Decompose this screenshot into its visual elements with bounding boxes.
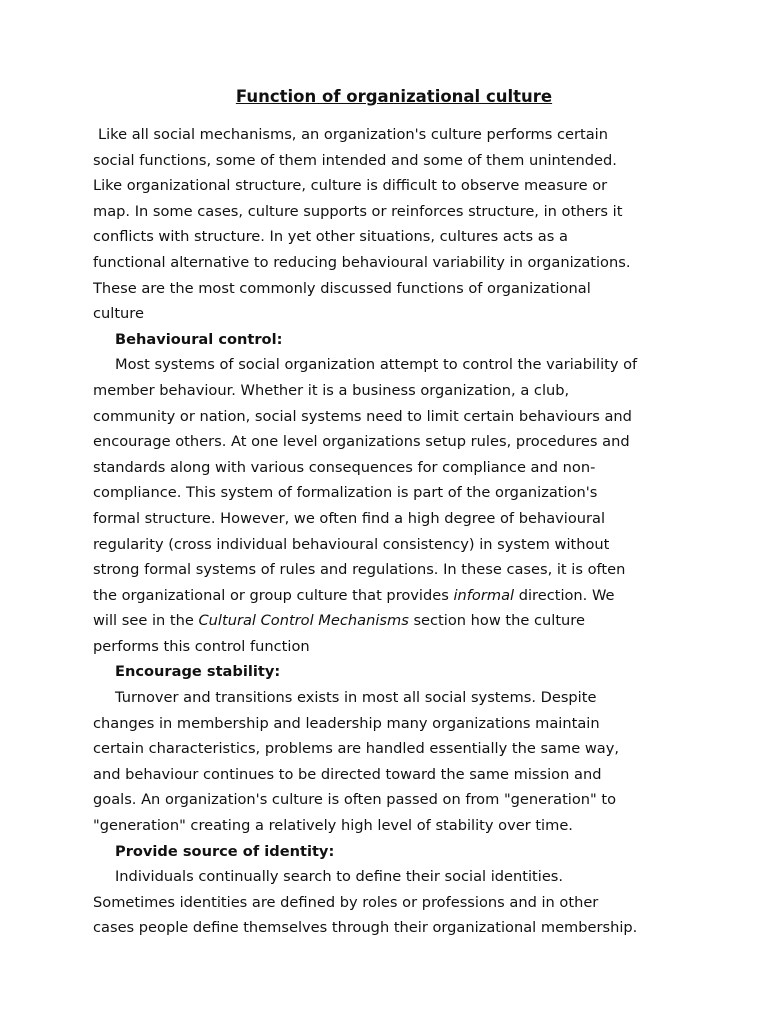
text-run: will see in the xyxy=(93,612,199,630)
paragraph-line: formal structure. However, we often find a high degree of behavioural xyxy=(93,509,605,527)
paragraph-line: Like all social mechanisms, an organization's culture performs certain xyxy=(98,126,608,143)
section-heading-encourage-stability: Encourage stability: xyxy=(115,663,281,681)
paragraph-line: and behaviour continues to be directed toward the same mission and xyxy=(93,765,602,783)
paragraph-line: strong formal systems of rules and regulations. In these cases, it is often xyxy=(93,561,626,579)
paragraph-line: regularity (cross individual behavioural consistency) in system without xyxy=(93,535,610,553)
text-run: section how the culture xyxy=(408,612,585,630)
paragraph-line: "generation" creating a relatively high level of stability over time. xyxy=(93,817,573,835)
paragraph-line: goals. An organization's culture is often passed on from "generation" to xyxy=(93,791,617,809)
section-heading-source-of-identity: Provide source of identity: xyxy=(115,842,335,860)
paragraph-line: social functions, some of them intended and some of them unintended. xyxy=(93,151,617,169)
paragraph-line: member behaviour. Whether it is a business organization, a club, xyxy=(93,381,570,399)
paragraph-line: performs this control function xyxy=(93,637,310,655)
paragraph-line xyxy=(93,608,678,634)
paragraph-line: Individuals continually search to define their social identities. xyxy=(115,868,564,886)
paragraph-line: community or nation, social systems need to limit certain behaviours and xyxy=(93,407,632,425)
paragraph-line: standards along with various consequences for compliance and non- xyxy=(93,458,596,476)
paragraph-line xyxy=(93,583,678,609)
italic-text: informal xyxy=(453,586,515,604)
paragraph-line: functional alternative to reducing behavioural variability in organizations. xyxy=(93,253,631,271)
page-title: Function of organizational culture xyxy=(235,87,553,106)
paragraph-line: culture xyxy=(93,305,144,323)
paragraph-line: cases people define themselves through their organizational membership. xyxy=(93,919,638,937)
text-run: the organizational or group culture that provides xyxy=(93,586,454,604)
paragraph-line: Like organizational structure, culture is difficult to observe measure or xyxy=(93,177,608,195)
paragraph-line: certain characteristics, problems are handled essentially the same way, xyxy=(93,740,619,758)
paragraph-line: These are the most commonly discussed functions of organizational xyxy=(93,279,591,297)
paragraph-line: compliance. This system of formalization is part of the organization's xyxy=(93,484,598,502)
paragraph-line: conflicts with structure. In yet other situations, cultures acts as a xyxy=(93,228,568,246)
document-body xyxy=(93,122,678,941)
section-heading-behavioural-control: Behavioural control: xyxy=(115,330,283,348)
paragraph-line: changes in membership and leadership many organizations maintain xyxy=(93,714,600,732)
paragraph-line: Most systems of social organization attempt to control the variability of xyxy=(115,356,638,374)
paragraph-line: Turnover and transitions exists in most all social systems. Despite xyxy=(115,689,597,707)
paragraph-line: encourage others. At one level organizations setup rules, procedures and xyxy=(93,433,630,451)
text-run: direction. We xyxy=(514,586,615,604)
paragraph-line: map. In some cases, culture supports or reinforces structure, in others it xyxy=(93,202,623,220)
paragraph-line: Sometimes identities are defined by roles or professions and in other xyxy=(93,893,599,911)
italic-text: Cultural Control Mechanisms xyxy=(198,612,409,630)
